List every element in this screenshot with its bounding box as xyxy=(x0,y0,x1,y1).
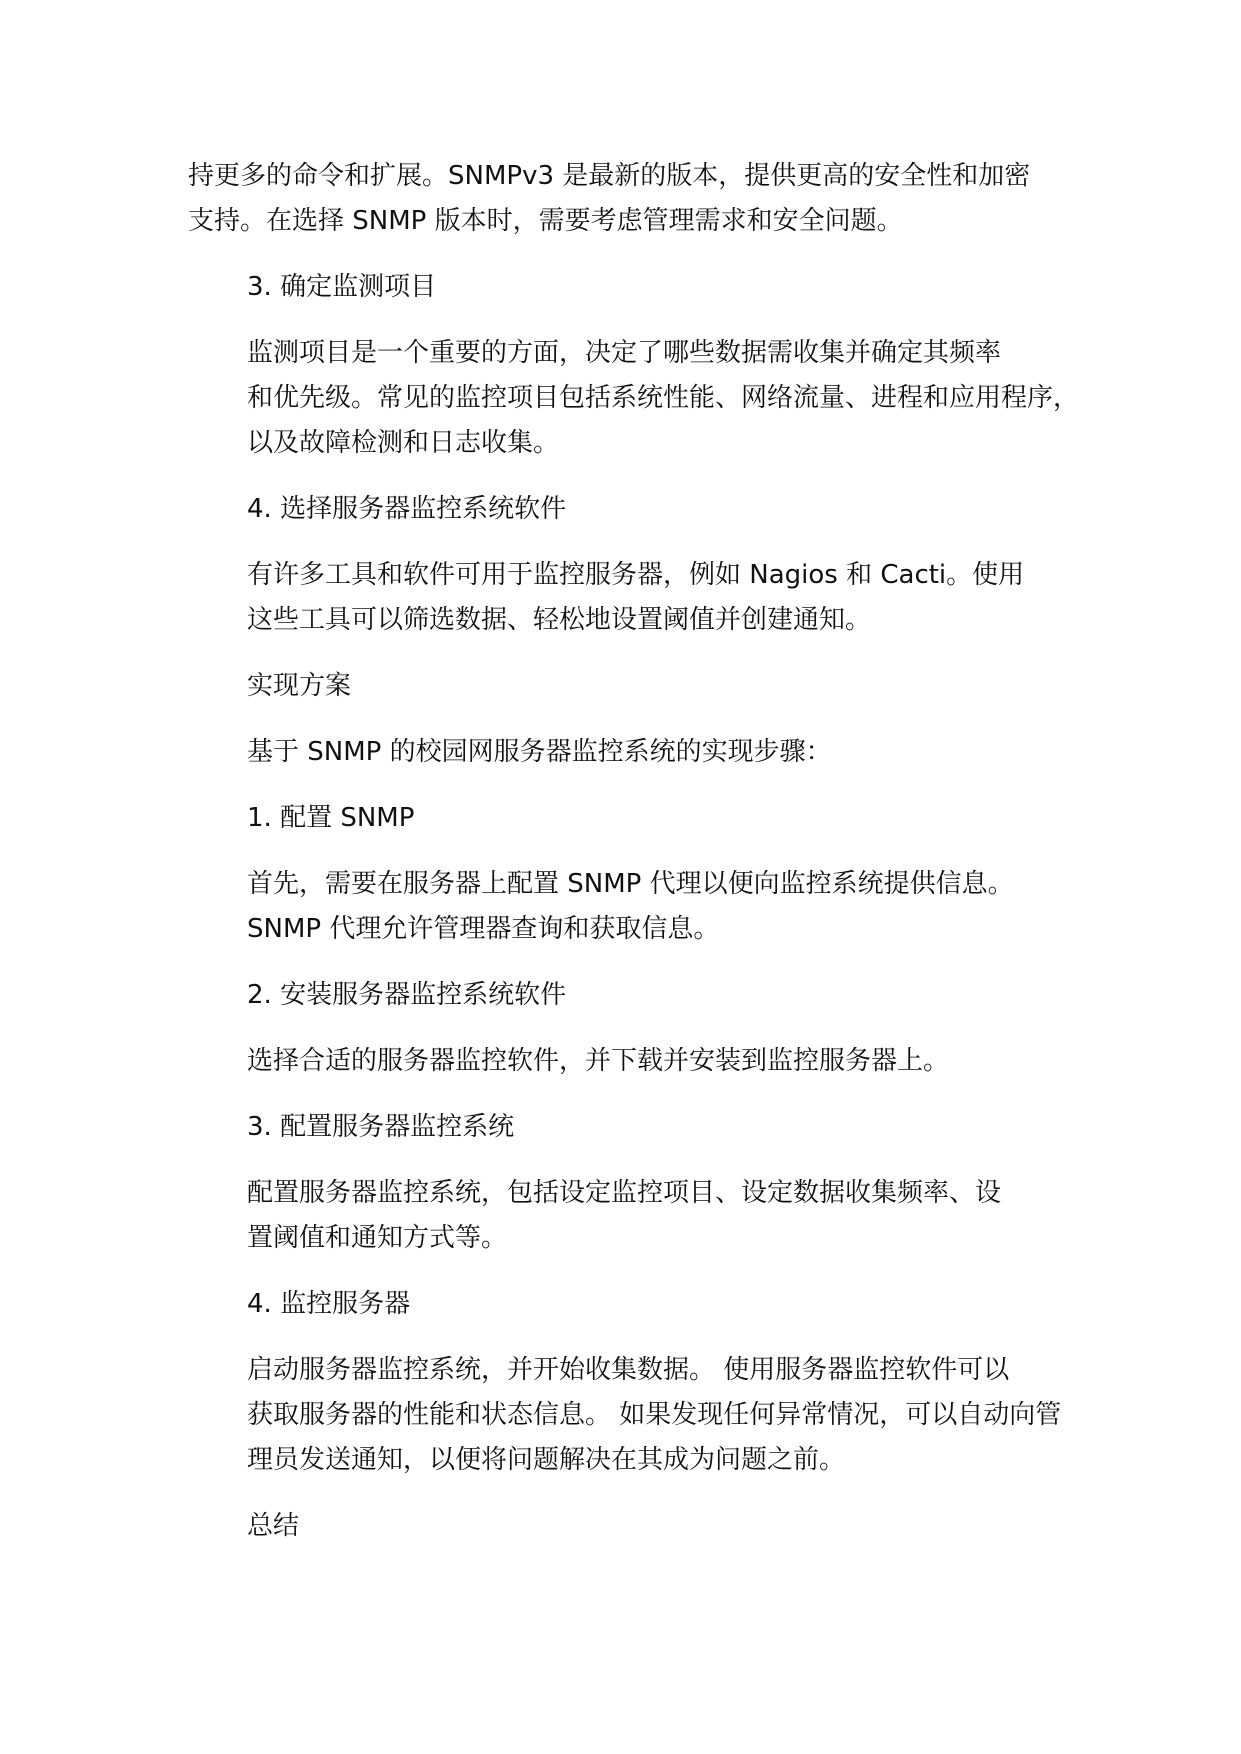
text-line: 选择合适的服务器监控软件，并下载并安装到监控服务器上。 xyxy=(247,1046,950,1076)
text-line: 实现方案 xyxy=(247,671,352,701)
text-line: 和优先级。常见的监控项目包括系统性能、网络流量、进程和应用程序， xyxy=(247,383,1080,413)
paragraph xyxy=(188,1039,1088,1084)
paragraph xyxy=(188,154,1088,244)
text-line: 4. 选择服务器监控系统软件 xyxy=(247,494,567,524)
text-line: 总结 xyxy=(247,1511,300,1541)
paragraph xyxy=(188,331,1088,466)
text-line: 1. 配置 SNMP xyxy=(247,803,415,833)
text-line: 配置服务器监控系统，包括设定监控项目、设定数据收集频率、设 xyxy=(247,1178,1002,1208)
paragraph xyxy=(188,1348,1088,1483)
paragraph xyxy=(188,487,1088,532)
text-line: 置阈值和通知方式等。 xyxy=(247,1223,508,1253)
text-line: 持更多的命令和扩展。SNMPv3 是最新的版本，提供更高的安全性和加密 xyxy=(188,161,1031,191)
text-line: 这些工具可以筛选数据、轻松地设置阈值并创建通知。 xyxy=(247,605,872,635)
document-body xyxy=(188,154,1088,1570)
text-line: 2. 安装服务器监控系统软件 xyxy=(247,980,567,1010)
paragraph xyxy=(188,796,1088,841)
text-line: 以及故障检测和日志收集。 xyxy=(247,428,560,458)
paragraph xyxy=(188,1504,1088,1549)
text-line: 基于 SNMP 的校园网服务器监控系统的实现步骤： xyxy=(247,737,832,767)
paragraph xyxy=(188,1105,1088,1150)
text-line: 监测项目是一个重要的方面，决定了哪些数据需收集并确定其频率 xyxy=(247,338,1002,368)
text-line: 获取服务器的性能和状态信息。 如果发现任何异常情况，可以自动向管 xyxy=(247,1400,1062,1430)
text-line: 有许多工具和软件可用于监控服务器，例如 Nagios 和 Cacti。使用 xyxy=(247,560,1025,590)
paragraph xyxy=(188,664,1088,709)
text-line: 3. 配置服务器监控系统 xyxy=(247,1112,515,1142)
paragraph xyxy=(188,730,1088,775)
text-line: 启动服务器监控系统，并开始收集数据。 使用服务器监控软件可以 xyxy=(247,1355,1010,1385)
paragraph xyxy=(188,1171,1088,1261)
text-line: 4. 监控服务器 xyxy=(247,1289,411,1319)
paragraph xyxy=(188,553,1088,643)
paragraph xyxy=(188,265,1088,310)
text-line: 支持。在选择 SNMP 版本时，需要考虑管理需求和安全问题。 xyxy=(188,206,903,236)
paragraph xyxy=(188,1282,1088,1327)
text-line: 首先，需要在服务器上配置 SNMP 代理以便向监控系统提供信息。 xyxy=(247,869,1014,899)
paragraph xyxy=(188,862,1088,952)
text-line: SNMP 代理允许管理器查询和获取信息。 xyxy=(247,914,720,944)
paragraph xyxy=(188,973,1088,1018)
text-line: 3. 确定监测项目 xyxy=(247,272,437,302)
text-line: 理员发送通知，以便将问题解决在其成为问题之前。 xyxy=(247,1445,846,1475)
